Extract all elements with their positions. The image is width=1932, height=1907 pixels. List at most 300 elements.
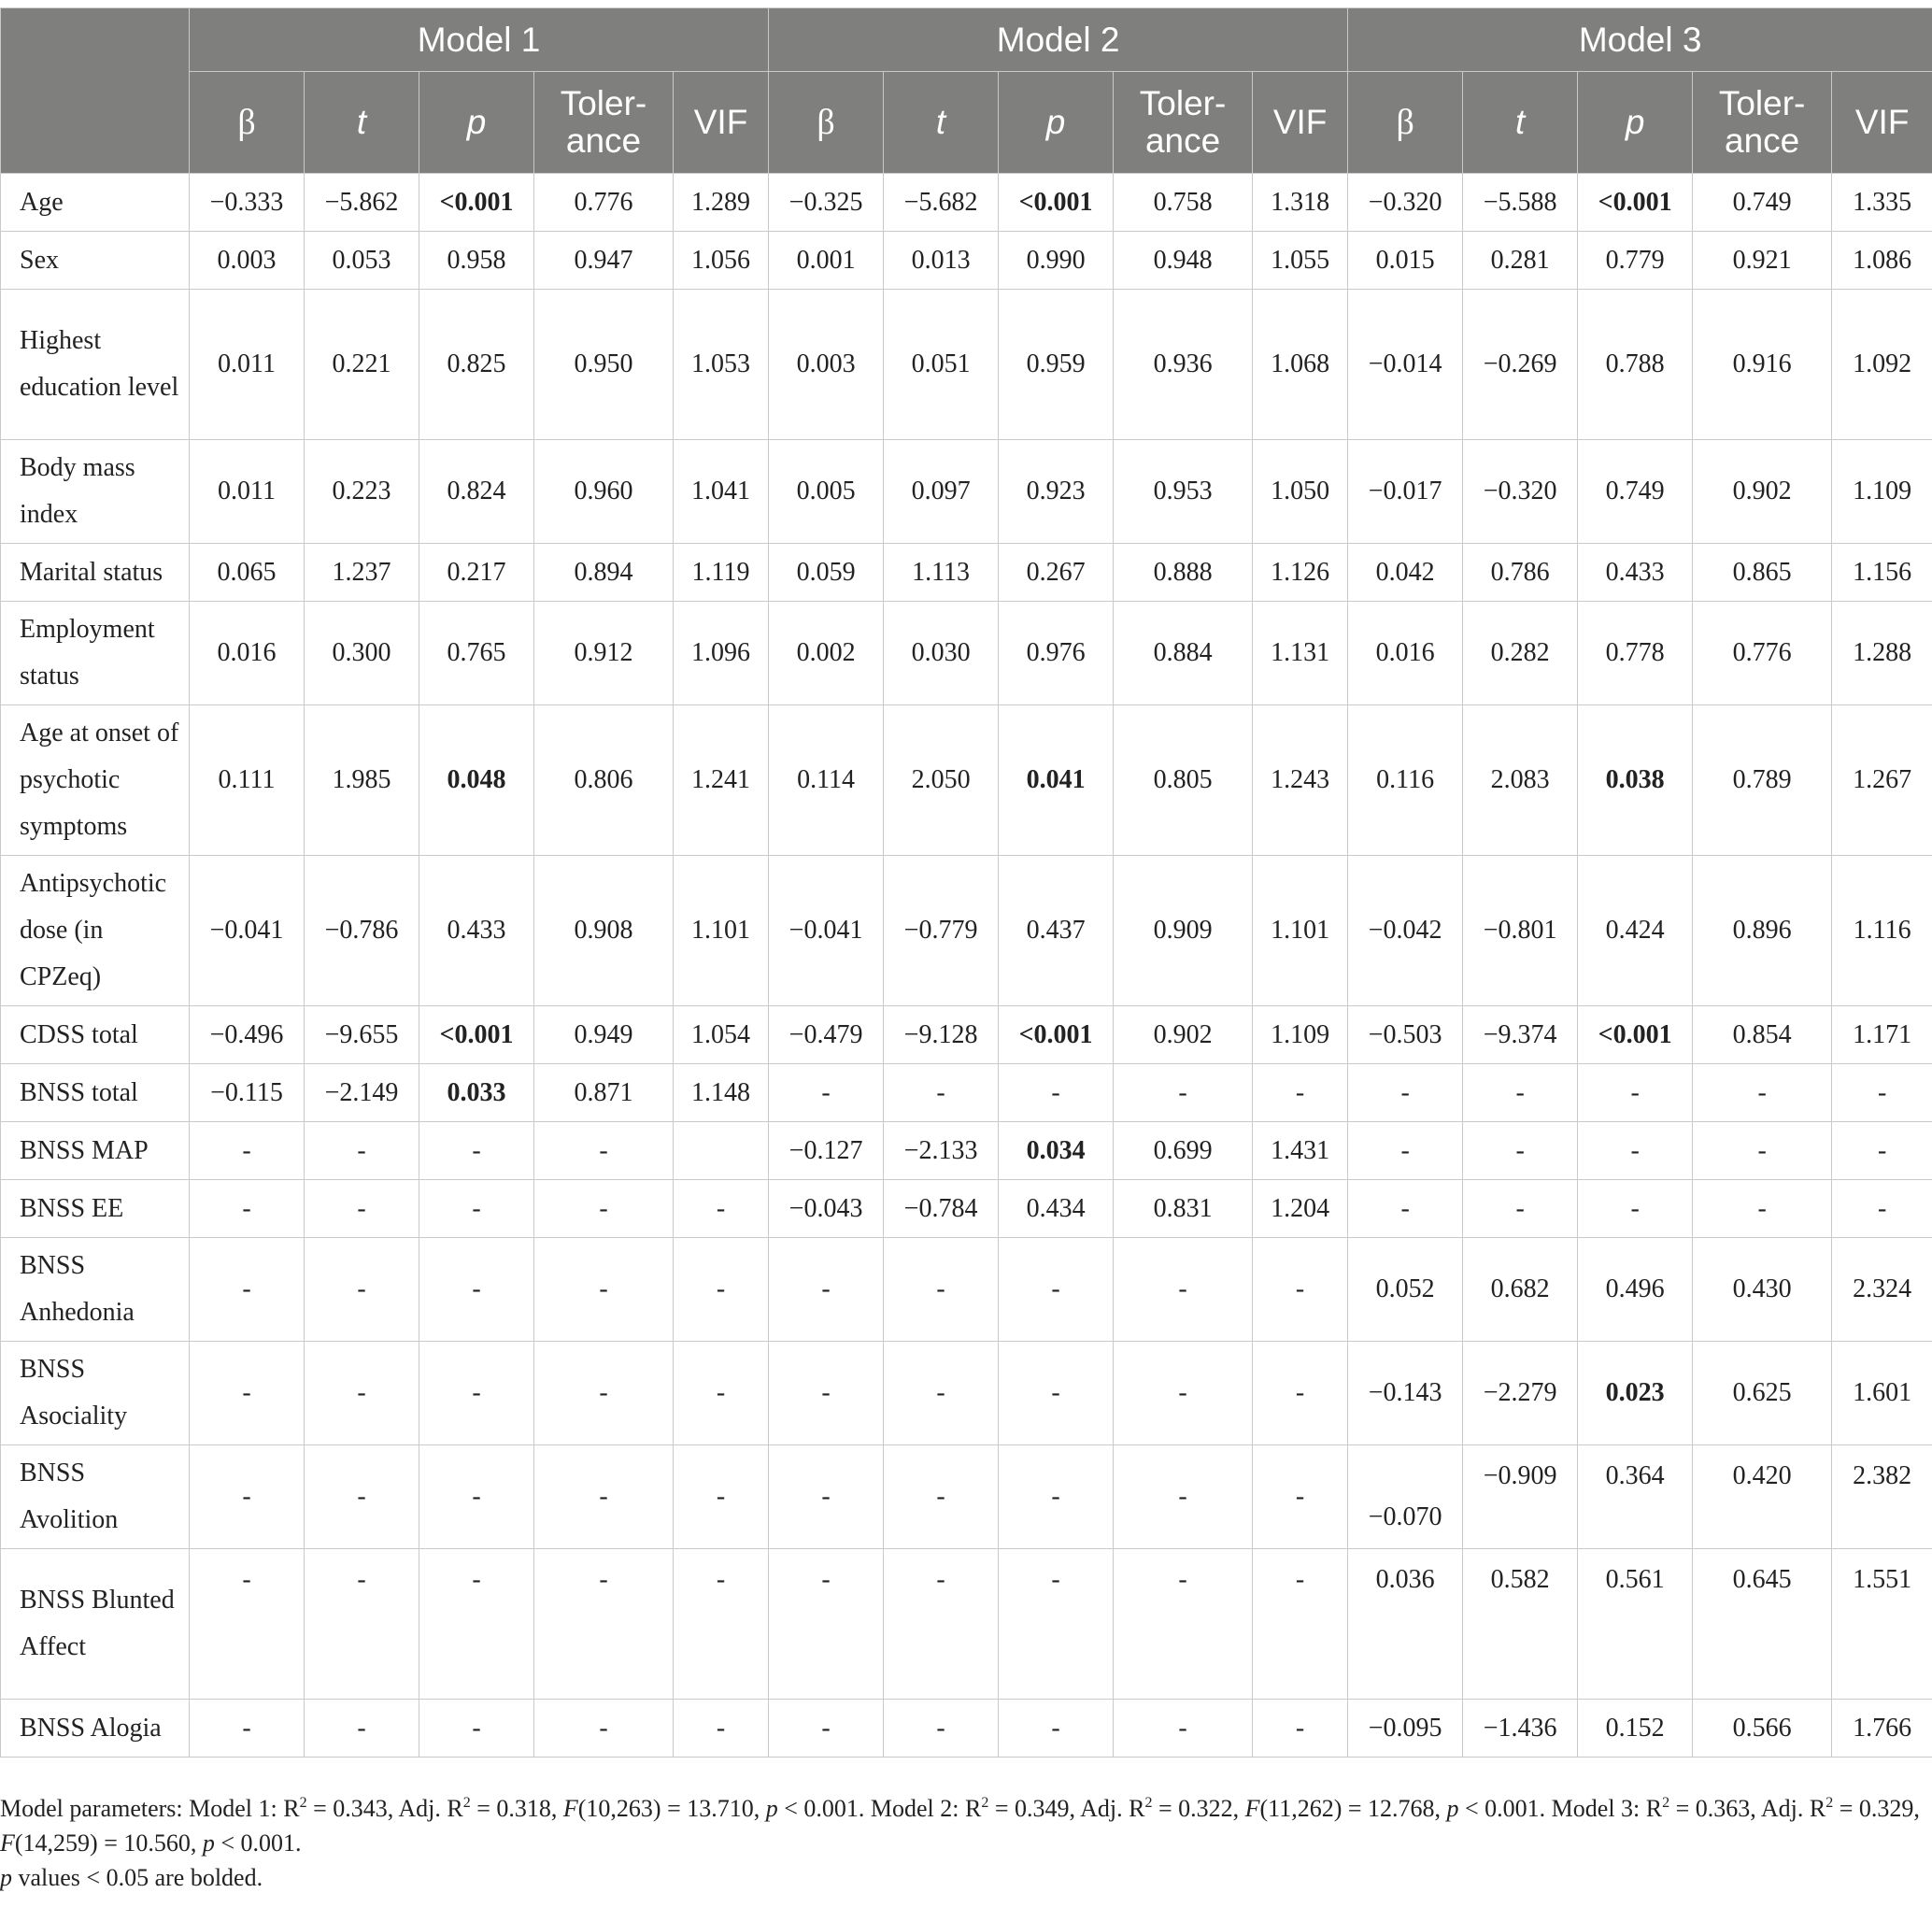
cell-model-3-vif: - — [1832, 1064, 1932, 1122]
cell-model-3-t: −0.269 — [1463, 290, 1578, 440]
cell-model-2-tolerance: 0.699 — [1114, 1122, 1253, 1180]
cell-model-1-beta: −0.041 — [190, 856, 305, 1006]
cell-model-1-t: 1.985 — [305, 705, 419, 856]
cell-model-2-vif: - — [1253, 1064, 1348, 1122]
cell-model-2-tolerance: 0.948 — [1114, 232, 1253, 290]
cell-model-1-tolerance: 0.908 — [534, 856, 674, 1006]
cell-model-1-tolerance: - — [534, 1342, 674, 1445]
cell-model-1-beta: 0.011 — [190, 440, 305, 544]
header-model-3-vif: VIF — [1832, 72, 1932, 174]
cell-model-2-p: 0.434 — [999, 1180, 1114, 1238]
cell-model-3-beta: −0.014 — [1348, 290, 1463, 440]
cell-model-2-tolerance: - — [1114, 1342, 1253, 1445]
cell-model-3-beta: −0.042 — [1348, 856, 1463, 1006]
cell-model-2-vif: 1.204 — [1253, 1180, 1348, 1238]
cell-model-3-p: 0.424 — [1578, 856, 1693, 1006]
cell-model-3-t: −0.320 — [1463, 440, 1578, 544]
cell-model-1-vif: 1.289 — [674, 174, 769, 232]
row-label: Marital status — [1, 544, 190, 602]
cell-model-3-t: −0.801 — [1463, 856, 1578, 1006]
cell-model-3-beta: −0.143 — [1348, 1342, 1463, 1445]
cell-model-1-p: - — [419, 1700, 534, 1758]
cell-model-2-p: 0.267 — [999, 544, 1114, 602]
cell-model-3-t: 0.282 — [1463, 602, 1578, 705]
cell-model-2-t: - — [884, 1700, 999, 1758]
cell-model-2-tolerance: 0.758 — [1114, 174, 1253, 232]
cell-model-1-t: - — [305, 1342, 419, 1445]
row-label: Employment status — [1, 602, 190, 705]
table-row — [1, 1006, 1932, 1064]
cell-model-3-tolerance: 0.916 — [1693, 290, 1832, 440]
table-row — [1, 440, 1932, 544]
cell-model-3-t: - — [1463, 1122, 1578, 1180]
header-model-2-t: t — [884, 72, 999, 174]
cell-model-3-p: 0.778 — [1578, 602, 1693, 705]
cell-model-2-beta: - — [769, 1342, 884, 1445]
cell-model-3-t: - — [1463, 1064, 1578, 1122]
cell-model-2-vif: 1.318 — [1253, 174, 1348, 232]
cell-model-3-beta: 0.036 — [1348, 1549, 1463, 1700]
cell-model-1-tolerance: - — [534, 1238, 674, 1342]
cell-model-1-t: −2.149 — [305, 1064, 419, 1122]
row-label: BNSS Blunted Affect — [1, 1549, 190, 1700]
cell-model-2-vif: 1.055 — [1253, 232, 1348, 290]
cell-model-2-tolerance: - — [1114, 1700, 1253, 1758]
cell-model-3-vif: 1.086 — [1832, 232, 1932, 290]
cell-model-2-p: - — [999, 1445, 1114, 1549]
table-row — [1, 1445, 1932, 1549]
row-label: CDSS total — [1, 1006, 190, 1064]
header-model-2-beta: β — [769, 72, 884, 174]
header-model-1-p: p — [419, 72, 534, 174]
cell-model-1-tolerance: 0.947 — [534, 232, 674, 290]
cell-model-1-p: - — [419, 1342, 534, 1445]
row-label: Highest education level — [1, 290, 190, 440]
cell-model-3-p: - — [1578, 1122, 1693, 1180]
cell-model-1-tolerance: 0.960 — [534, 440, 674, 544]
cell-model-3-p: 0.788 — [1578, 290, 1693, 440]
cell-model-3-tolerance: 0.645 — [1693, 1549, 1832, 1700]
table-row — [1, 1122, 1932, 1180]
cell-model-3-t: −1.436 — [1463, 1700, 1578, 1758]
cell-model-3-beta: - — [1348, 1180, 1463, 1238]
cell-model-1-vif: - — [674, 1180, 769, 1238]
cell-model-2-t: 0.013 — [884, 232, 999, 290]
cell-model-3-beta: - — [1348, 1122, 1463, 1180]
cell-model-2-t: 2.050 — [884, 705, 999, 856]
cell-model-2-p: <0.001 — [999, 1006, 1114, 1064]
cell-model-1-t: 1.237 — [305, 544, 419, 602]
table-row — [1, 1064, 1932, 1122]
cell-model-1-p: 0.033 — [419, 1064, 534, 1122]
cell-model-2-p: <0.001 — [999, 174, 1114, 232]
cell-model-1-p: - — [419, 1238, 534, 1342]
cell-model-1-beta: 0.016 — [190, 602, 305, 705]
cell-model-2-vif: 1.126 — [1253, 544, 1348, 602]
cell-model-2-beta: 0.005 — [769, 440, 884, 544]
cell-model-2-vif: 1.131 — [1253, 602, 1348, 705]
cell-model-2-beta: - — [769, 1445, 884, 1549]
cell-model-2-vif: 1.109 — [1253, 1006, 1348, 1064]
cell-model-3-t: 0.582 — [1463, 1549, 1578, 1700]
cell-model-2-vif: - — [1253, 1238, 1348, 1342]
table-row — [1, 544, 1932, 602]
cell-model-1-beta: - — [190, 1238, 305, 1342]
cell-model-1-vif: - — [674, 1342, 769, 1445]
cell-model-2-beta: 0.002 — [769, 602, 884, 705]
cell-model-1-beta: - — [190, 1342, 305, 1445]
cell-model-1-beta: 0.003 — [190, 232, 305, 290]
cell-model-2-t: −2.133 — [884, 1122, 999, 1180]
cell-model-2-t: - — [884, 1064, 999, 1122]
cell-model-1-p: 0.824 — [419, 440, 534, 544]
cell-model-2-p: - — [999, 1700, 1114, 1758]
cell-model-1-tolerance: - — [534, 1445, 674, 1549]
cell-model-2-t: −5.682 — [884, 174, 999, 232]
cell-model-1-p: - — [419, 1445, 534, 1549]
cell-model-2-beta: 0.114 — [769, 705, 884, 856]
header-model-2-p: p — [999, 72, 1114, 174]
table-row — [1, 1700, 1932, 1758]
cell-model-1-t: - — [305, 1700, 419, 1758]
cell-model-1-p: - — [419, 1549, 534, 1700]
cell-model-1-vif: 1.119 — [674, 544, 769, 602]
cell-model-1-tolerance: - — [534, 1549, 674, 1700]
cell-model-1-tolerance: 0.912 — [534, 602, 674, 705]
cell-model-3-t: - — [1463, 1180, 1578, 1238]
cell-model-2-t: 0.030 — [884, 602, 999, 705]
cell-model-2-tolerance: 0.805 — [1114, 705, 1253, 856]
cell-model-2-vif: 1.068 — [1253, 290, 1348, 440]
cell-model-3-p: <0.001 — [1578, 174, 1693, 232]
cell-model-3-tolerance: - — [1693, 1122, 1832, 1180]
row-label: BNSS Avolition — [1, 1445, 190, 1549]
cell-model-1-t: - — [305, 1122, 419, 1180]
cell-model-1-tolerance: - — [534, 1700, 674, 1758]
table-row — [1, 1549, 1932, 1700]
cell-model-2-tolerance: 0.909 — [1114, 856, 1253, 1006]
row-label: Body mass index — [1, 440, 190, 544]
cell-model-2-tolerance: 0.953 — [1114, 440, 1253, 544]
cell-model-3-tolerance: - — [1693, 1064, 1832, 1122]
cell-model-3-vif: 1.116 — [1832, 856, 1932, 1006]
cell-model-3-tolerance: - — [1693, 1180, 1832, 1238]
cell-model-1-t: 0.053 — [305, 232, 419, 290]
cell-model-3-beta: 0.116 — [1348, 705, 1463, 856]
cell-model-3-beta: 0.042 — [1348, 544, 1463, 602]
header-model-1: Model 1 — [190, 8, 769, 72]
cell-model-1-beta: −0.496 — [190, 1006, 305, 1064]
cell-model-2-vif: - — [1253, 1342, 1348, 1445]
cell-model-3-t: 0.682 — [1463, 1238, 1578, 1342]
cell-model-3-vif: 1.601 — [1832, 1342, 1932, 1445]
cell-model-3-p: 0.749 — [1578, 440, 1693, 544]
cell-model-2-beta: −0.479 — [769, 1006, 884, 1064]
cell-model-1-beta: - — [190, 1122, 305, 1180]
table-row — [1, 232, 1932, 290]
cell-model-3-tolerance: 0.789 — [1693, 705, 1832, 856]
cell-model-1-vif: 1.096 — [674, 602, 769, 705]
cell-model-3-tolerance: 0.854 — [1693, 1006, 1832, 1064]
cell-model-3-vif: 2.382 — [1832, 1445, 1932, 1549]
row-label: BNSS total — [1, 1064, 190, 1122]
cell-model-2-p: 0.034 — [999, 1122, 1114, 1180]
header-model-1-beta: β — [190, 72, 305, 174]
cell-model-3-t: −9.374 — [1463, 1006, 1578, 1064]
header-model-3-beta: β — [1348, 72, 1463, 174]
cell-model-2-beta: −0.127 — [769, 1122, 884, 1180]
cell-model-3-p: 0.023 — [1578, 1342, 1693, 1445]
cell-model-2-beta: −0.325 — [769, 174, 884, 232]
header-model-3-tolerance: Toler-ance — [1693, 72, 1832, 174]
cell-model-2-tolerance: 0.902 — [1114, 1006, 1253, 1064]
cell-model-3-vif: 1.156 — [1832, 544, 1932, 602]
cell-model-1-tolerance: 0.894 — [534, 544, 674, 602]
cell-model-2-vif: 1.243 — [1253, 705, 1348, 856]
cell-model-3-p: 0.364 — [1578, 1445, 1693, 1549]
row-label: Sex — [1, 232, 190, 290]
regression-table-container — [0, 7, 1932, 1758]
cell-model-3-tolerance: 0.902 — [1693, 440, 1832, 544]
cell-model-1-vif: - — [674, 1445, 769, 1549]
cell-model-1-t: 0.223 — [305, 440, 419, 544]
cell-model-3-beta: −0.320 — [1348, 174, 1463, 232]
cell-model-3-p: 0.433 — [1578, 544, 1693, 602]
cell-model-2-t: 1.113 — [884, 544, 999, 602]
cell-model-3-vif: 1.551 — [1832, 1549, 1932, 1700]
table-row — [1, 1238, 1932, 1342]
row-label: BNSS EE — [1, 1180, 190, 1238]
cell-model-3-p: - — [1578, 1180, 1693, 1238]
cell-model-1-beta: - — [190, 1549, 305, 1700]
cell-model-1-vif: 1.101 — [674, 856, 769, 1006]
cell-model-1-t: 0.221 — [305, 290, 419, 440]
cell-model-2-p: 0.923 — [999, 440, 1114, 544]
cell-model-1-tolerance: 0.776 — [534, 174, 674, 232]
cell-model-2-beta: - — [769, 1238, 884, 1342]
cell-model-1-p: 0.433 — [419, 856, 534, 1006]
cell-model-1-t: - — [305, 1238, 419, 1342]
cell-model-2-tolerance: - — [1114, 1549, 1253, 1700]
cell-model-1-p: - — [419, 1180, 534, 1238]
cell-model-3-p: <0.001 — [1578, 1006, 1693, 1064]
cell-model-3-tolerance: 0.430 — [1693, 1238, 1832, 1342]
header-model-2-vif: VIF — [1253, 72, 1348, 174]
cell-model-2-p: 0.437 — [999, 856, 1114, 1006]
cell-model-1-vif: - — [674, 1238, 769, 1342]
row-label: BNSS Anhedonia — [1, 1238, 190, 1342]
cell-model-2-p: 0.041 — [999, 705, 1114, 856]
cell-model-2-vif: 1.431 — [1253, 1122, 1348, 1180]
cell-model-3-tolerance: 0.921 — [1693, 232, 1832, 290]
cell-model-2-t: −0.784 — [884, 1180, 999, 1238]
cell-model-2-beta: 0.003 — [769, 290, 884, 440]
table-footnote — [0, 1791, 1932, 1895]
cell-model-3-tolerance: 0.625 — [1693, 1342, 1832, 1445]
cell-model-2-p: - — [999, 1064, 1114, 1122]
table-row — [1, 1180, 1932, 1238]
cell-model-3-t: −0.909 — [1463, 1445, 1578, 1549]
row-label: Antipsychotic dose (in CPZeq) — [1, 856, 190, 1006]
cell-model-1-t: - — [305, 1180, 419, 1238]
cell-model-1-vif: 1.241 — [674, 705, 769, 856]
cell-model-2-p: - — [999, 1342, 1114, 1445]
row-label: BNSS MAP — [1, 1122, 190, 1180]
cell-model-2-beta: - — [769, 1064, 884, 1122]
cell-model-3-vif: 1.335 — [1832, 174, 1932, 232]
cell-model-1-p: <0.001 — [419, 1006, 534, 1064]
cell-model-2-t: - — [884, 1549, 999, 1700]
footnote-model-parameters: Model parameters: Model 1: $R^2 = 0.343$, Adj. $R^2 = 0.318$, F(10,263) = 13.710, p < 0.001. Model 2: $R^2 = 0.349$, Adj. $R^2 = 0.322$, F(11,262) = 12.768, p < 0.001. Model 3: $R^2 = 0.363$, Adj. $R^2 = 0.329$, — [0, 1795, 1920, 1822]
cell-model-3-beta: 0.016 — [1348, 602, 1463, 705]
cell-model-2-t: - — [884, 1445, 999, 1549]
table-row — [1, 1342, 1932, 1445]
cell-model-2-t: - — [884, 1238, 999, 1342]
cell-model-2-p: - — [999, 1549, 1114, 1700]
cell-model-3-vif: 1.267 — [1832, 705, 1932, 856]
cell-model-2-tolerance: - — [1114, 1064, 1253, 1122]
cell-model-2-beta: 0.001 — [769, 232, 884, 290]
cell-model-2-vif: - — [1253, 1445, 1348, 1549]
row-label: Age — [1, 174, 190, 232]
header-model-1-vif: VIF — [674, 72, 769, 174]
cell-model-3-p: 0.779 — [1578, 232, 1693, 290]
cell-model-2-tolerance: 0.884 — [1114, 602, 1253, 705]
cell-model-2-t: - — [884, 1342, 999, 1445]
cell-model-1-t: −0.786 — [305, 856, 419, 1006]
cell-model-3-tolerance: 0.749 — [1693, 174, 1832, 232]
cell-model-2-vif: 1.050 — [1253, 440, 1348, 544]
cell-model-3-tolerance: 0.776 — [1693, 602, 1832, 705]
cell-model-1-beta: - — [190, 1445, 305, 1549]
cell-model-3-beta: −0.017 — [1348, 440, 1463, 544]
cell-model-3-vif: - — [1832, 1180, 1932, 1238]
cell-model-1-tolerance: 0.871 — [534, 1064, 674, 1122]
cell-model-3-tolerance: 0.566 — [1693, 1700, 1832, 1758]
cell-model-1-tolerance: 0.949 — [534, 1006, 674, 1064]
cell-model-2-tolerance: 0.888 — [1114, 544, 1253, 602]
cell-model-3-p: 0.496 — [1578, 1238, 1693, 1342]
cell-model-1-beta: 0.011 — [190, 290, 305, 440]
cell-model-3-t: −2.279 — [1463, 1342, 1578, 1445]
header-model-1-tolerance: Toler-ance — [534, 72, 674, 174]
cell-model-2-tolerance: - — [1114, 1445, 1253, 1549]
cell-model-3-t: 0.786 — [1463, 544, 1578, 602]
cell-model-2-beta: −0.043 — [769, 1180, 884, 1238]
cell-model-1-vif: 1.041 — [674, 440, 769, 544]
cell-model-3-t: 0.281 — [1463, 232, 1578, 290]
cell-model-1-t: 0.300 — [305, 602, 419, 705]
cell-model-2-t: −0.779 — [884, 856, 999, 1006]
cell-model-2-tolerance: 0.831 — [1114, 1180, 1253, 1238]
cell-model-2-vif: - — [1253, 1549, 1348, 1700]
cell-model-3-p: 0.152 — [1578, 1700, 1693, 1758]
cell-model-1-p: 0.217 — [419, 544, 534, 602]
header-model-3: Model 3 — [1348, 8, 1932, 72]
cell-model-1-vif: 1.054 — [674, 1006, 769, 1064]
cell-model-2-beta: - — [769, 1700, 884, 1758]
cell-model-1-p: 0.048 — [419, 705, 534, 856]
cell-model-1-t: - — [305, 1445, 419, 1549]
cell-model-3-p: - — [1578, 1064, 1693, 1122]
cell-model-3-tolerance: 0.865 — [1693, 544, 1832, 602]
cell-model-1-tolerance: - — [534, 1122, 674, 1180]
row-label: BNSS Asociality — [1, 1342, 190, 1445]
cell-model-2-vif: - — [1253, 1700, 1348, 1758]
cell-model-1-tolerance: 0.806 — [534, 705, 674, 856]
cell-model-3-vif: 1.766 — [1832, 1700, 1932, 1758]
cell-model-3-tolerance: 0.896 — [1693, 856, 1832, 1006]
cell-model-3-tolerance: 0.420 — [1693, 1445, 1832, 1549]
table-body — [1, 174, 1932, 1758]
header-model-row — [1, 8, 1932, 72]
cell-model-2-beta: 0.059 — [769, 544, 884, 602]
cell-model-3-beta: 0.015 — [1348, 232, 1463, 290]
table-row — [1, 705, 1932, 856]
cell-model-3-vif: 1.109 — [1832, 440, 1932, 544]
cell-model-1-beta: −0.333 — [190, 174, 305, 232]
cell-model-1-tolerance: - — [534, 1180, 674, 1238]
cell-model-1-tolerance: 0.950 — [534, 290, 674, 440]
cell-model-3-t: 2.083 — [1463, 705, 1578, 856]
table-row — [1, 290, 1932, 440]
cell-model-1-t: - — [305, 1549, 419, 1700]
cell-model-1-vif: 1.056 — [674, 232, 769, 290]
cell-model-1-beta: 0.065 — [190, 544, 305, 602]
cell-model-1-vif: 1.053 — [674, 290, 769, 440]
cell-model-1-beta: - — [190, 1700, 305, 1758]
cell-model-2-beta: - — [769, 1549, 884, 1700]
cell-model-3-beta: −0.095 — [1348, 1700, 1463, 1758]
cell-model-1-t: −9.655 — [305, 1006, 419, 1064]
cell-model-3-p: 0.561 — [1578, 1549, 1693, 1700]
header-model-3-p: p — [1578, 72, 1693, 174]
cell-model-3-p: 0.038 — [1578, 705, 1693, 856]
cell-model-1-p: - — [419, 1122, 534, 1180]
cell-model-3-t: −5.588 — [1463, 174, 1578, 232]
cell-model-2-t: 0.097 — [884, 440, 999, 544]
cell-model-1-p: 0.825 — [419, 290, 534, 440]
cell-model-2-p: 0.990 — [999, 232, 1114, 290]
cell-model-2-t: 0.051 — [884, 290, 999, 440]
header-subcolumn-row — [1, 72, 1932, 174]
cell-model-2-tolerance: 0.936 — [1114, 290, 1253, 440]
table-row — [1, 174, 1932, 232]
cell-model-1-t: −5.862 — [305, 174, 419, 232]
footnote-bold-note: p values < 0.05 are bolded. — [0, 1864, 263, 1891]
cell-model-2-vif: 1.101 — [1253, 856, 1348, 1006]
header-model-3-t: t — [1463, 72, 1578, 174]
cell-model-2-p: - — [999, 1238, 1114, 1342]
cell-model-1-beta: 0.111 — [190, 705, 305, 856]
cell-model-1-beta: - — [190, 1180, 305, 1238]
row-label: Age at onset of psychotic symptoms — [1, 705, 190, 856]
footnote-model-3-f: F(14,259) = 10.560, p < 0.001. — [0, 1829, 302, 1857]
cell-model-3-vif: 1.171 — [1832, 1006, 1932, 1064]
cell-model-3-beta: −0.070 — [1348, 1445, 1463, 1549]
cell-model-3-vif: 2.324 — [1832, 1238, 1932, 1342]
table-row — [1, 602, 1932, 705]
cell-model-2-p: 0.976 — [999, 602, 1114, 705]
row-label: BNSS Alogia — [1, 1700, 190, 1758]
cell-model-1-vif — [674, 1122, 769, 1180]
cell-model-1-vif: - — [674, 1549, 769, 1700]
table-row — [1, 856, 1932, 1006]
regression-table — [0, 7, 1932, 1758]
header-model-2-tolerance: Toler-ance — [1114, 72, 1253, 174]
cell-model-3-beta: - — [1348, 1064, 1463, 1122]
cell-model-3-beta: 0.052 — [1348, 1238, 1463, 1342]
